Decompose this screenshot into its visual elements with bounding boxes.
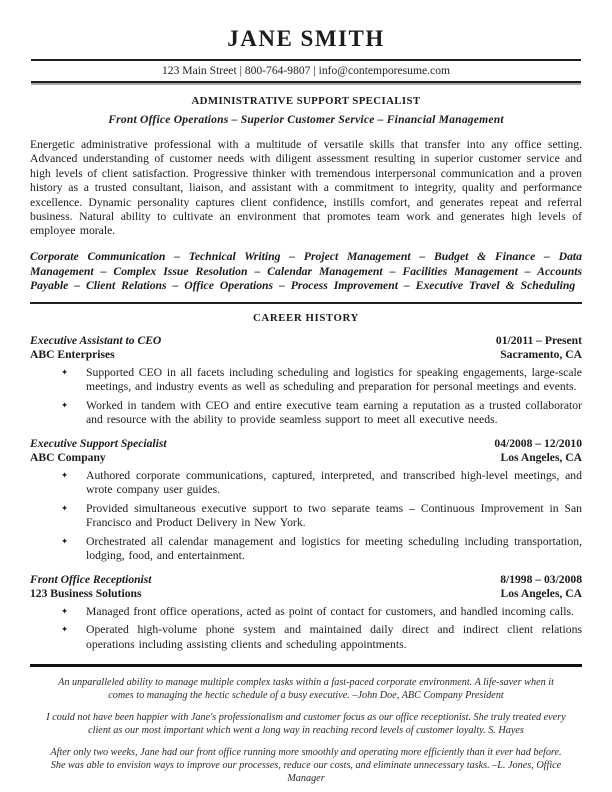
diamond-bullet-icon: ✦ <box>61 471 69 482</box>
job-company: ABC Enterprises <box>30 348 115 362</box>
job-location: Sacramento, CA <box>500 348 582 362</box>
job-location: Los Angeles, CA <box>500 451 582 465</box>
job-location: Los Angeles, CA <box>500 587 582 601</box>
contact-line: 123 Main Street | 800-764-9807 | info@contemporesume.com <box>161 64 451 77</box>
job-dates: 04/2008 – 12/2010 <box>494 437 582 451</box>
skills-paragraph: Corporate Communication – Technical Writing – Project Management – Budget & Finance – Data Management – Complex Issue Resolution – Calendar Management – Facilities Management – Accounts Payable – Client Relations – Office Operations – Process Improvement – Executive Travel & Scheduling <box>30 249 582 293</box>
job-subheader-row <box>30 587 582 601</box>
job-header-row <box>30 437 582 451</box>
bullet-text: Supported CEO in all facets including scheduling and logistics for speaking engagements, large-scale meetings, and industry events as well as scheduling and preparation for personal meetings and events. <box>86 365 582 394</box>
diamond-bullet-icon: ✦ <box>61 625 69 636</box>
bullet-text: Authored corporate communications, captured, interpreted, and transcribed high-level meetings, and wrote company user guides. <box>86 469 582 497</box>
bullet-text: Provided simultaneous executive support to two separate teams – Continuous Improvement in San Francisco and Product Delivery in New York. <box>86 501 582 530</box>
job-header-row <box>30 573 582 587</box>
job-title: Front Office Receptionist <box>30 573 152 587</box>
job-company: ABC Company <box>30 451 106 465</box>
testimonial: After only two weeks, Jane had our front office running more smoothly and operating more efficiently than it ever had before. She was able to envision ways to improve our processes, reduce our costs, and eliminate unnecessary tasks. –L. Jones, Office Manager <box>50 747 562 785</box>
job-bullets <box>30 605 582 652</box>
bullet-text: Operated high-volume phone system and maintained daily direct and indirect client relations operations including assisting clients and scheduling appointments. <box>86 623 582 651</box>
list-item <box>61 366 582 395</box>
list-item <box>61 605 582 619</box>
diamond-bullet-icon: ✦ <box>61 400 69 411</box>
job-subheader-row <box>30 451 582 465</box>
bullet-text: Managed front office operations, acted as point of contact for customers, and handled incoming calls. <box>86 605 574 619</box>
job-company: 123 Business Solutions <box>30 587 142 601</box>
job-bullets <box>30 366 582 428</box>
testimonial: An unparalleled ability to manage multiple complex tasks within a fast-paced corporate environment. A life-saver when it comes to managing the hectic schedule of a busy executive. –John Doe, ABC Company President <box>58 677 554 702</box>
section-divider <box>30 302 582 304</box>
job-entry <box>30 573 582 652</box>
job-title: Executive Support Specialist <box>30 437 167 451</box>
list-item <box>61 502 582 531</box>
bullet-text: Worked in tandem with CEO and entire executive team earning a reputation as a trusted collaborator and resource with the ability to provide seamless support to meet all executive needs. <box>86 398 582 427</box>
page-title: JANE SMITH <box>227 26 385 51</box>
list-item <box>61 623 582 652</box>
bullet-text: Orchestrated all calendar management and logistics for meeting scheduling including transportation, lodging, food, and entertainment. <box>86 534 582 563</box>
job-header-row <box>30 334 582 348</box>
diamond-bullet-icon: ✦ <box>61 536 69 547</box>
list-item <box>61 399 582 428</box>
diamond-bullet-icon: ✦ <box>61 503 69 514</box>
job-entry <box>30 334 582 427</box>
job-dates: 8/1998 – 03/2008 <box>500 573 582 587</box>
job-bullets <box>30 469 582 563</box>
testimonials-divider <box>30 664 582 667</box>
contact-band <box>31 59 581 83</box>
job-title: Executive Assistant to CEO <box>30 334 162 348</box>
diamond-bullet-icon: ✦ <box>61 607 69 618</box>
diamond-bullet-icon: ✦ <box>61 367 69 378</box>
list-item <box>61 469 582 498</box>
job-dates: 01/2011 – Present <box>495 334 582 348</box>
job-entry <box>30 437 582 563</box>
testimonial: I could not have been happier with Jane's professionalism and customer focus as our office receptionist. She truly treated every client as our most important which went a long way in reaching record levels of customer loyalty. S. Hayes <box>46 712 566 737</box>
summary-paragraph: Energetic administrative professional with a multitude of versatile skills that transfer into any office setting. Advanced understanding of customer needs with diligent assessment resulting in superior customer service and high levels of client satisfaction. Progressive thinker with tremendous interpersonal communication and a proven history as a trusted consultant, liaison, and assistant with a commitment to integrity, quality and performance excellence. Dynamic personality captures client confidence, instills comfort, and generates repeat and referral business. Natural ability to cultivate an environment that promotes team work and generates high levels of employee morale. <box>30 138 582 238</box>
job-subheader-row <box>30 348 582 362</box>
resume-tagline: Front Office Operations – Superior Customer Service – Financial Management <box>108 113 504 126</box>
section-heading-career-history: CAREER HISTORY <box>253 312 359 325</box>
list-item <box>61 535 582 564</box>
resume-title: ADMINISTRATIVE SUPPORT SPECIALIST <box>191 95 421 107</box>
